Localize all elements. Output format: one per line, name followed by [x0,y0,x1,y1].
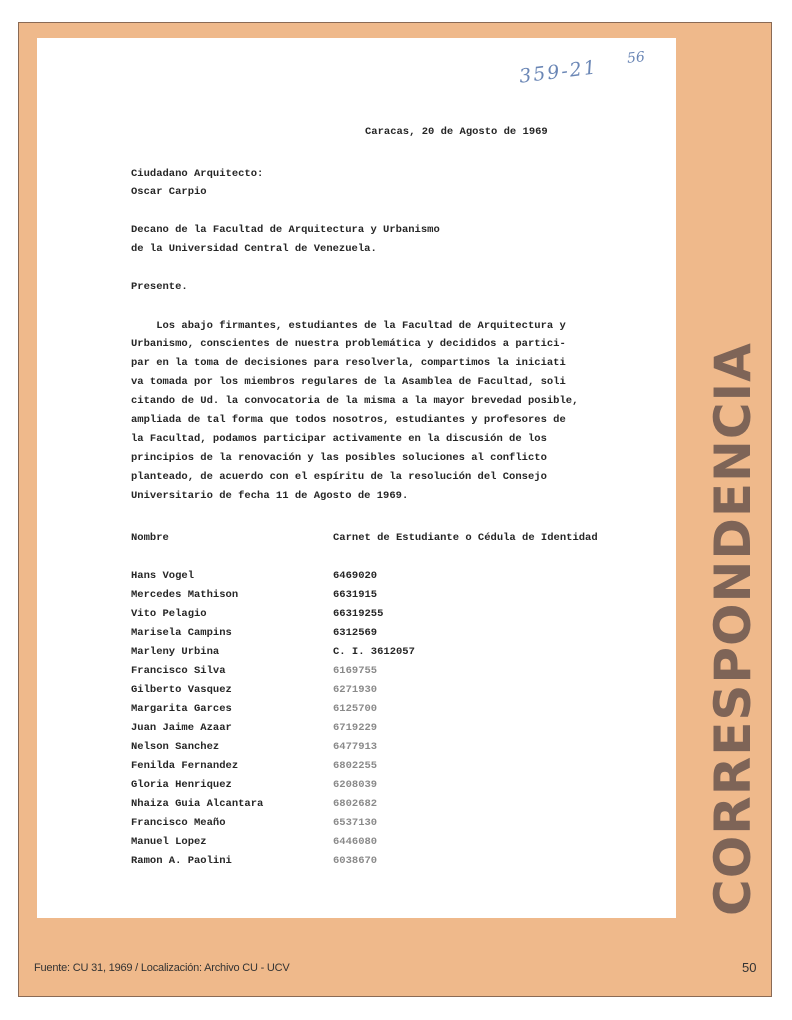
body-line: la Facultad, podamos participar activamente en la discusión de los [131,433,547,445]
signatory-id: 6169755 [333,665,378,677]
body-line: Universitario de fecha 11 de Agosto de 1969. [131,490,409,502]
signatory-id: 6446080 [333,836,378,848]
signatory-id: 6719229 [333,722,378,734]
signatory-name: Nhaiza Guia Alcantara [131,798,264,810]
dean-line-1: Decano de la Facultad de Arquitectura y Urbanismo [131,224,440,236]
signatory-name: Hans Vogel [131,570,195,582]
signatory-id: 6802682 [333,798,378,810]
signatory-name: Gilberto Vasquez [131,684,232,696]
signatory-id: 6477913 [333,741,378,753]
signatory-id: 6271930 [333,684,378,696]
signatory-id: 6631915 [333,589,378,601]
signatory-id: 66319255 [333,608,384,620]
signatory-id: 6038670 [333,855,378,867]
signatory-id: 6469020 [333,570,378,582]
signatory-name: Vito Pelagio [131,608,207,620]
signatory-name: Margarita Garces [131,703,232,715]
section-title: CORRESPONDENCIA [704,342,762,916]
signatory-name: Juan Jaime Azaar [131,722,232,734]
date-line: Caracas, 20 de Agosto de 1969 [365,126,548,138]
body-line: par en la toma de decisiones para resolverla, compartimos la iniciati [131,357,566,369]
signatory-name: Fenilda Fernandez [131,760,239,772]
signatory-id: 6208039 [333,779,378,791]
page-number: 50 [742,960,757,975]
signatory-name: Nelson Sanchez [131,741,220,753]
column-header-id: Carnet de Estudiante o Cédula de Identidad [333,532,598,544]
signatory-name: Manuel Lopez [131,836,207,848]
signatory-id: 6537130 [333,817,378,829]
body-line: va tomada por los miembros regulares de la Asamblea de Facultad, soli [131,376,566,388]
archive-reference-note: 359-21 [517,56,599,88]
body-line: ampliada de tal forma que todos nosotros, estudiantes y profesores de [131,414,566,426]
signatory-name: Mercedes Mathison [131,589,239,601]
body-line: planteado, de acuerdo con el espíritu de la resolución del Consejo [131,471,547,483]
signatory-name: Francisco Meaño [131,817,226,829]
signatory-name: Francisco Silva [131,665,226,677]
signatory-name: Gloria Henriquez [131,779,232,791]
recipient-line-2: Oscar Carpio [131,186,207,198]
signatory-name: Marleny Urbina [131,646,220,658]
signatory-id: 6312569 [333,627,378,639]
signatory-name: Marisela Campins [131,627,232,639]
archive-reference-superscript: 56 [626,49,646,67]
source-caption: Fuente: CU 31, 1969 / Localización: Archivo CU - UCV [34,962,290,974]
body-line: principios de la renovación y las posibles soluciones al conflicto [131,452,547,464]
signatory-name: Ramon A. Paolini [131,855,232,867]
dean-line-2: de la Universidad Central de Venezuela. [131,243,377,255]
signatory-id: C. I. 3612057 [333,646,415,658]
salutation: Presente. [131,281,188,293]
column-header-name: Nombre [131,532,169,544]
body-line: Los abajo firmantes, estudiantes de la Facultad de Arquitectura y [131,320,566,332]
body-line: citando de Ud. la convocatoria de la misma a la mayor brevedad posible, [131,395,579,407]
letter-content [37,38,676,918]
signatory-id: 6802255 [333,760,378,772]
recipient-line-1: Ciudadano Arquitecto: [131,168,264,180]
body-line: Urbanismo, conscientes de nuestra problemática y decididos a partici- [131,338,566,350]
signatory-id: 6125700 [333,703,378,715]
scanned-letter [37,38,676,918]
